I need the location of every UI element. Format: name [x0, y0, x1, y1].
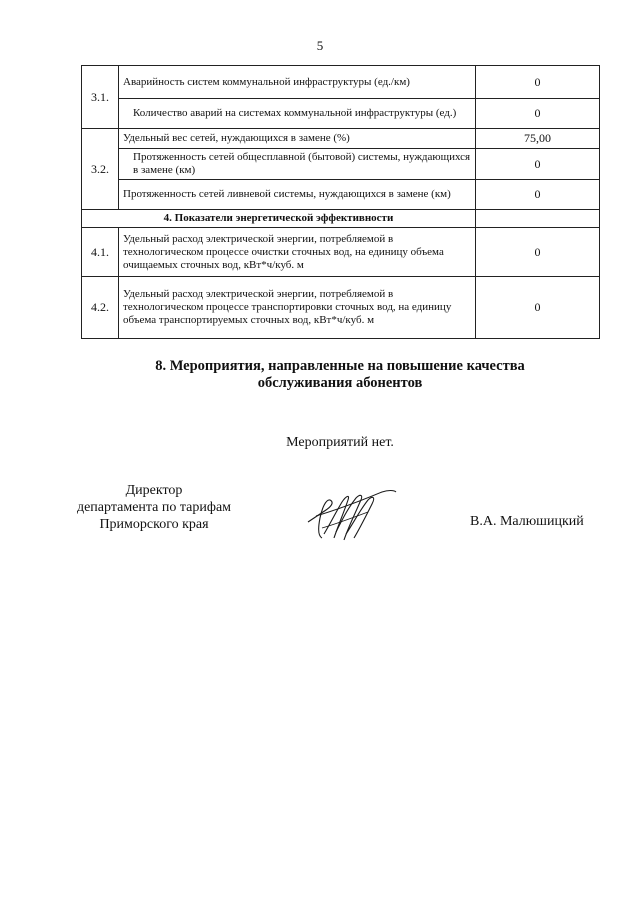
signatory-title-line3: Приморского края: [99, 517, 209, 532]
signatory-title-line1: Директор: [125, 483, 183, 498]
table-row: [82, 149, 600, 180]
signatory-title-line2: департамента по тарифам: [76, 500, 232, 515]
indicator-description: Аварийность систем коммунальной инфраструктуры (ед./км): [119, 66, 476, 99]
table-row: [82, 129, 600, 149]
table-row: [82, 277, 600, 339]
row-number: 4.1.: [82, 228, 119, 277]
indicator-description: Удельный вес сетей, нуждающихся в замене (%): [119, 129, 476, 149]
table-row: [82, 228, 600, 277]
table-row: [82, 180, 600, 210]
indicator-value: 0: [476, 99, 600, 129]
page-number: 5: [316, 38, 324, 53]
row-number: 3.2.: [82, 129, 119, 210]
table-row: [82, 99, 600, 129]
section-8-heading-line1: 8. Мероприятия, направленные на повышение качества: [155, 358, 525, 374]
row-number: 4.2.: [82, 277, 119, 339]
indicator-value: 0: [476, 180, 600, 210]
no-measures-text: Мероприятий нет.: [286, 435, 394, 450]
indicator-value: 0: [476, 277, 600, 339]
section-header-row: [82, 210, 600, 228]
signatory-name: В.А. Малюшицкий: [470, 514, 584, 529]
section-4-title: 4. Показатели энергетической эффективности: [82, 210, 476, 228]
indicator-description: Удельный расход электрической энергии, потребляемой в технологическом процессе транспортировки сточных вод, на единицу объема транспортируемых сточных вод, кВт*ч/куб. м: [119, 277, 476, 339]
indicator-description: Протяженность сетей общесплавной (бытовой) системы, нуждающихся в замене (км): [119, 149, 476, 180]
indicators-table: [81, 65, 600, 339]
indicator-value: 0: [476, 228, 600, 277]
section-8-heading-line2: обслуживания абонентов: [257, 375, 423, 391]
indicator-value: 0: [476, 149, 600, 180]
indicator-value: 75,00: [476, 129, 600, 149]
indicator-value: 0: [476, 66, 600, 99]
handwritten-signature: [306, 488, 398, 544]
section-8-heading: [120, 358, 560, 392]
indicator-description: Удельный расход электрической энергии, потребляемой в технологическом процессе очистки сточных вод, на единицу объема очищаемых сточных вод, кВт*ч/куб. м: [119, 228, 476, 277]
indicator-description: Протяженность сетей ливневой системы, нуждающихся в замене (км): [119, 180, 476, 210]
empty-cell: [476, 210, 600, 228]
table-row: [82, 66, 600, 99]
signatory-title: [54, 482, 254, 533]
row-number: 3.1.: [82, 66, 119, 129]
indicator-description: Количество аварий на системах коммунальной инфраструктуры (ед.): [119, 99, 476, 129]
